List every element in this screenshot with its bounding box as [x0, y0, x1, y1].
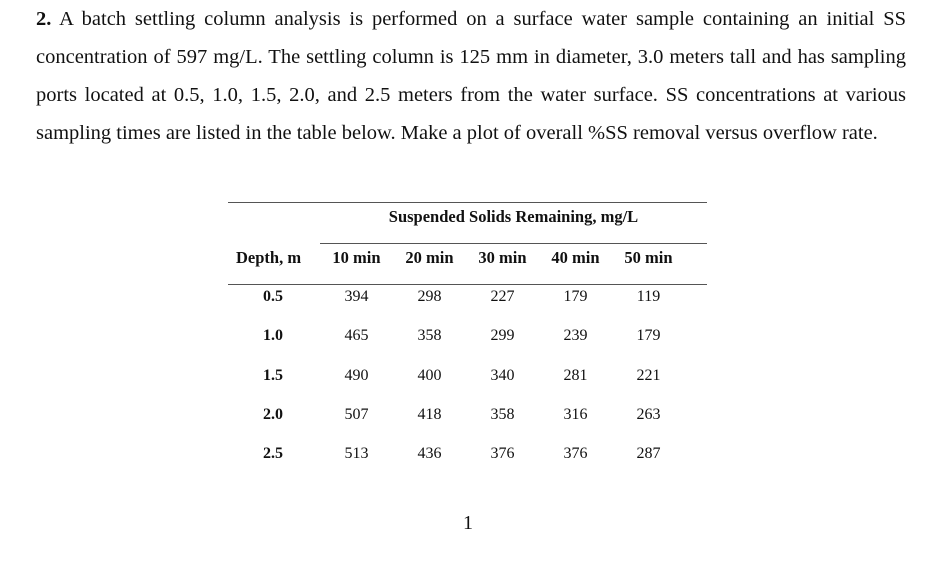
depth-cell: 2.0 — [263, 406, 283, 423]
column-header-50-min: 50 min — [624, 248, 673, 267]
problem-number: 2. — [36, 8, 52, 30]
page-number: 1 — [463, 512, 473, 534]
value-cell: 465 — [344, 327, 369, 344]
problem-statement — [36, 0, 906, 152]
table-row — [228, 286, 707, 308]
problem-text: A batch settling column analysis is performed on a surface water sample containing an initial SS concentration of 597 mg/L. The settling column is 125 mm in diameter, 3.0 meters tall and has sampling ports located at 0.5, 1.0, 1.5, 2.0, and 2.5 meters from the water surface. SS concentrations at various sampling times are listed in the table below. Make a plot of overall %SS removal versus overflow rate. — [36, 8, 907, 144]
table-header-rule — [228, 284, 707, 285]
value-cell: 298 — [417, 288, 442, 305]
column-header-depth: Depth, m — [236, 248, 302, 267]
table-top-rule — [228, 202, 707, 203]
depth-cell: 1.0 — [263, 327, 283, 344]
value-cell: 239 — [563, 327, 588, 344]
value-cell: 490 — [344, 367, 369, 384]
value-cell: 358 — [490, 406, 515, 423]
table-header-row — [228, 246, 707, 270]
value-cell: 358 — [417, 327, 442, 344]
value-cell: 316 — [563, 406, 588, 423]
table-group-header: Suspended Solids Remaining, mg/L — [388, 207, 639, 226]
depth-cell: 0.5 — [263, 288, 283, 305]
value-cell: 376 — [563, 445, 588, 462]
depth-cell: 1.5 — [263, 367, 283, 384]
value-cell: 179 — [636, 327, 661, 344]
table-row — [228, 404, 707, 426]
value-cell: 299 — [490, 327, 515, 344]
value-cell: 263 — [636, 406, 661, 423]
value-cell: 179 — [563, 288, 588, 305]
value-cell: 287 — [636, 445, 661, 462]
table-row — [228, 365, 707, 387]
column-header-10-min: 10 min — [332, 248, 381, 267]
column-header-40-min: 40 min — [551, 248, 600, 267]
value-cell: 340 — [490, 367, 515, 384]
value-cell: 227 — [490, 288, 515, 305]
value-cell: 394 — [344, 288, 369, 305]
value-cell: 507 — [344, 406, 369, 423]
value-cell: 376 — [490, 445, 515, 462]
depth-cell: 2.5 — [263, 445, 283, 462]
value-cell: 119 — [636, 288, 661, 305]
value-cell: 418 — [417, 406, 442, 423]
table-row — [228, 325, 707, 347]
table-group-rule — [320, 243, 707, 244]
value-cell: 281 — [563, 367, 588, 384]
value-cell: 436 — [417, 445, 442, 462]
column-header-20-min: 20 min — [405, 248, 454, 267]
value-cell: 221 — [636, 367, 661, 384]
table-row — [228, 443, 707, 465]
value-cell: 400 — [417, 367, 442, 384]
column-header-30-min: 30 min — [478, 248, 527, 267]
value-cell: 513 — [344, 445, 369, 462]
